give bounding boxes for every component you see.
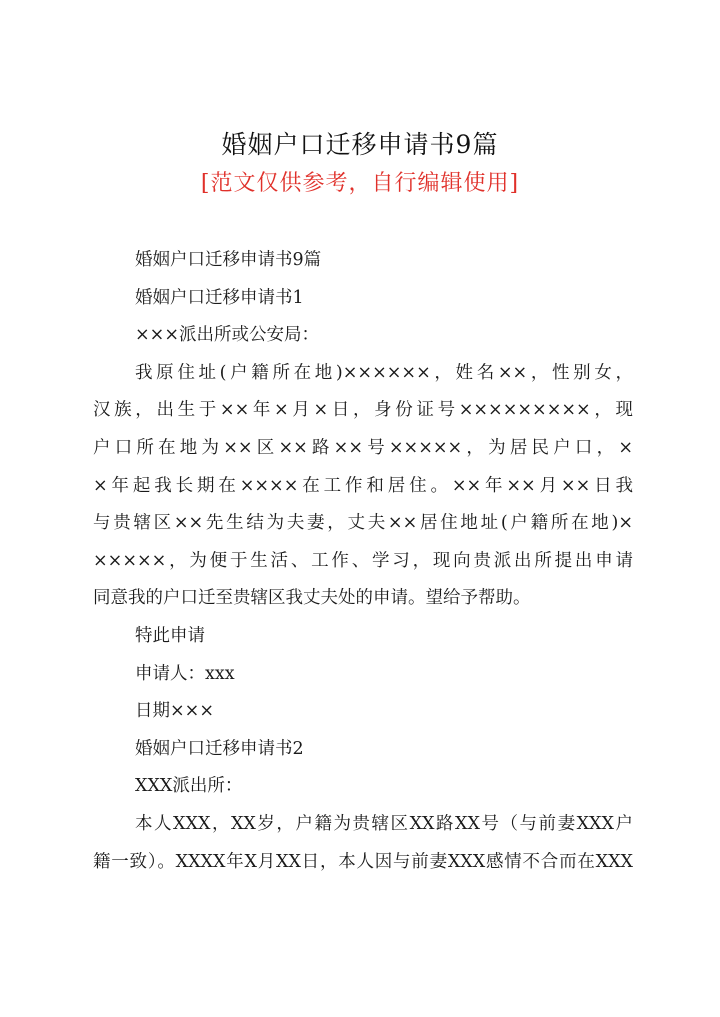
body-line: 特此申请 [135,625,205,646]
body-line: 日期××× [135,701,214,722]
body-line: 同意我的户口迁至贵辖区我丈夫处的申请。望给予帮助。 [93,588,531,609]
body-line: ×××××，为便于生活、工作、学习，现向贵派出所提出申请 [93,550,633,571]
body-line: 汉族，出生于××年×月×日，身份证号×××××××××，现 [93,400,633,421]
body-line: 籍一致）。XXXX年X月XX日，本人因与前妻XXX感情不合而在XXX [93,851,633,872]
document-subtitle: [范文仅供参考，自行编辑使用] [200,171,520,196]
body-line: ×××派出所或公安局： [135,325,319,346]
body-line: XXX派出所： [135,776,243,797]
body-line: 户口所在地为××区××路××号×××××，为居民户口，× [93,437,633,458]
body-line: 婚姻户口迁移申请书9篇 [135,250,322,270]
body-line: 申请人：xxx [135,663,235,684]
body-line: 与贵辖区××先生结为夫妻，丈夫××居住地址(户籍所在地)× [93,513,633,534]
body-line: 婚姻户口迁移申请书2 [135,738,304,759]
document-title: 婚姻户口迁移申请书9篇 [221,130,499,159]
body-line: 我原住址(户籍所在地)××××××，姓名××，性别女， [135,362,633,383]
document-body [93,242,633,881]
body-line: 本人XXX，XX岁，户籍为贵辖区XX路XX号（与前妻XXX户 [135,813,633,834]
body-line: 婚姻户口迁移申请书1 [135,287,304,308]
body-line: ×年起我长期在××××在工作和居住。××年××月××日我 [93,475,633,496]
